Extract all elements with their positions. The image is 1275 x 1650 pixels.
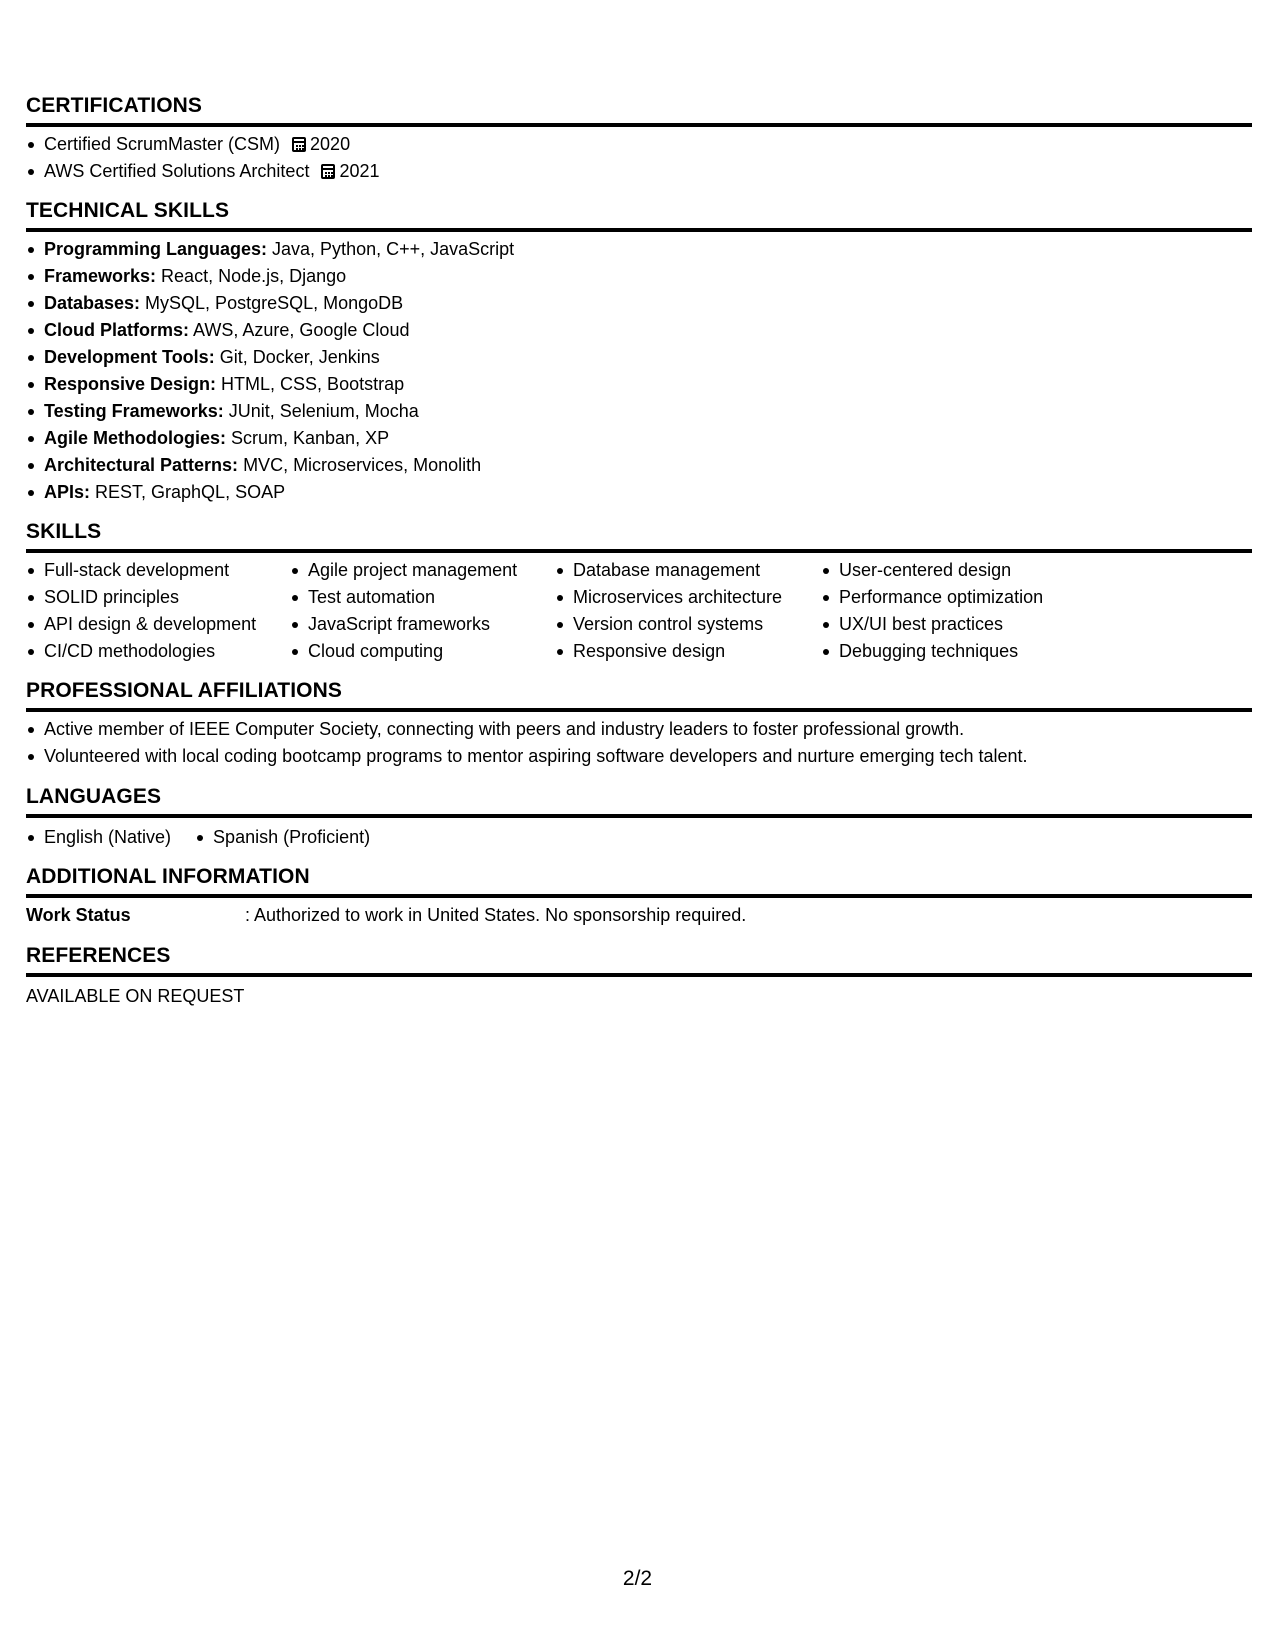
skill-item: Microservices architecture xyxy=(555,584,821,611)
skill-item: SOLID principles xyxy=(26,584,290,611)
technical-skill-label: Development Tools: xyxy=(44,347,215,367)
affiliations-heading: PROFESSIONAL AFFILIATIONS xyxy=(26,677,1252,712)
technical-skill-label: Responsive Design: xyxy=(44,374,217,394)
certification-item xyxy=(26,131,1252,158)
technical-skill-label: Cloud Platforms: xyxy=(44,320,190,340)
technical-skill-label: Architectural Patterns: xyxy=(44,455,239,475)
skills-heading: SKILLS xyxy=(26,518,1252,553)
technical-skill-item xyxy=(26,236,1252,263)
technical-skill-value: Git, Docker, Jenkins xyxy=(214,347,380,367)
calendar-icon xyxy=(292,137,306,152)
additional-info-section xyxy=(26,863,1252,929)
skills-column xyxy=(26,557,290,665)
skill-item: Performance optimization xyxy=(821,584,1121,611)
language-item: English (Native) xyxy=(26,824,171,851)
languages-section xyxy=(26,783,1252,851)
technical-skill-item xyxy=(26,425,1252,452)
page-number: 2/2 xyxy=(622,1567,653,1590)
skill-item: Version control systems xyxy=(555,611,821,638)
technical-skill-label: Programming Languages: xyxy=(44,239,268,259)
references-text: AVAILABLE ON REQUEST xyxy=(26,986,245,1006)
technical-skill-item xyxy=(26,290,1252,317)
certification-name: AWS Certified Solutions Architect xyxy=(44,161,310,181)
skills-column xyxy=(821,557,1121,665)
technical-skill-value: React, Node.js, Django xyxy=(156,266,347,286)
technical-skill-value: MySQL, PostgreSQL, MongoDB xyxy=(140,293,404,313)
technical-skill-item xyxy=(26,398,1252,425)
technical-skill-value: Java, Python, C++, JavaScript xyxy=(267,239,515,259)
technical-skill-item xyxy=(26,452,1252,479)
skill-item: Database management xyxy=(555,557,821,584)
skills-column xyxy=(555,557,821,665)
resume-page xyxy=(26,92,1252,1010)
skill-item: Agile project management xyxy=(290,557,555,584)
certifications-heading: CERTIFICATIONS xyxy=(26,92,1252,127)
certification-year: 2020 xyxy=(310,134,351,154)
affiliations-list xyxy=(26,716,1252,770)
technical-skill-item xyxy=(26,371,1252,398)
technical-skill-value: HTML, CSS, Bootstrap xyxy=(216,374,405,394)
skill-item: UX/UI best practices xyxy=(821,611,1121,638)
technical-skill-label: Agile Methodologies: xyxy=(44,428,226,448)
certification-name: Certified ScrumMaster (CSM) xyxy=(44,134,281,154)
technical-skill-value: REST, GraphQL, SOAP xyxy=(90,482,286,502)
work-status-label: Work Status xyxy=(26,905,131,925)
technical-skill-label: Frameworks: xyxy=(44,266,157,286)
technical-skill-value: Scrum, Kanban, XP xyxy=(226,428,390,448)
technical-skills-heading: TECHNICAL SKILLS xyxy=(26,197,1252,232)
skills-section xyxy=(26,518,1252,665)
technical-skill-value: MVC, Microservices, Monolith xyxy=(238,455,482,475)
additional-info-heading: ADDITIONAL INFORMATION xyxy=(26,863,1252,898)
technical-skills-section xyxy=(26,197,1252,506)
affiliation-item: Volunteered with local coding bootcamp programs to mentor aspiring software developers and nurture emerging tech talent. xyxy=(26,743,1252,770)
skill-item: Cloud computing xyxy=(290,638,555,665)
skill-item: User-centered design xyxy=(821,557,1121,584)
skill-item: Responsive design xyxy=(555,638,821,665)
skills-grid xyxy=(26,557,1252,665)
skill-item: Full-stack development xyxy=(26,557,290,584)
skill-item: Test automation xyxy=(290,584,555,611)
certifications-section xyxy=(26,92,1252,185)
skill-item: Debugging techniques xyxy=(821,638,1121,665)
skills-column xyxy=(290,557,555,665)
languages-list xyxy=(26,824,1252,851)
certifications-list xyxy=(26,131,1252,185)
work-status-row xyxy=(26,902,1252,929)
calendar-icon xyxy=(321,164,335,179)
technical-skill-label: APIs: xyxy=(44,482,91,502)
technical-skills-list xyxy=(26,236,1252,506)
technical-skill-value: JUnit, Selenium, Mocha xyxy=(223,401,419,421)
affiliations-section xyxy=(26,677,1252,770)
references-section xyxy=(26,942,1252,1010)
language-item: Spanish (Proficient) xyxy=(195,824,370,851)
technical-skill-item xyxy=(26,263,1252,290)
skill-item: API design & development xyxy=(26,611,290,638)
languages-heading: LANGUAGES xyxy=(26,783,1252,818)
work-status-value: : Authorized to work in United States. No sponsorship required. xyxy=(245,905,747,925)
affiliation-item: Active member of IEEE Computer Society, connecting with peers and industry leaders to foster professional growth. xyxy=(26,716,1252,743)
technical-skill-value: AWS, Azure, Google Cloud xyxy=(189,320,410,340)
references-heading: REFERENCES xyxy=(26,942,1252,977)
technical-skill-item xyxy=(26,317,1252,344)
certification-year: 2021 xyxy=(339,161,380,181)
certification-item xyxy=(26,158,1252,185)
technical-skill-item xyxy=(26,344,1252,371)
skill-item: CI/CD methodologies xyxy=(26,638,290,665)
technical-skill-label: Databases: xyxy=(44,293,141,313)
technical-skill-label: Testing Frameworks: xyxy=(44,401,224,421)
skill-item: JavaScript frameworks xyxy=(290,611,555,638)
technical-skill-item xyxy=(26,479,1252,506)
